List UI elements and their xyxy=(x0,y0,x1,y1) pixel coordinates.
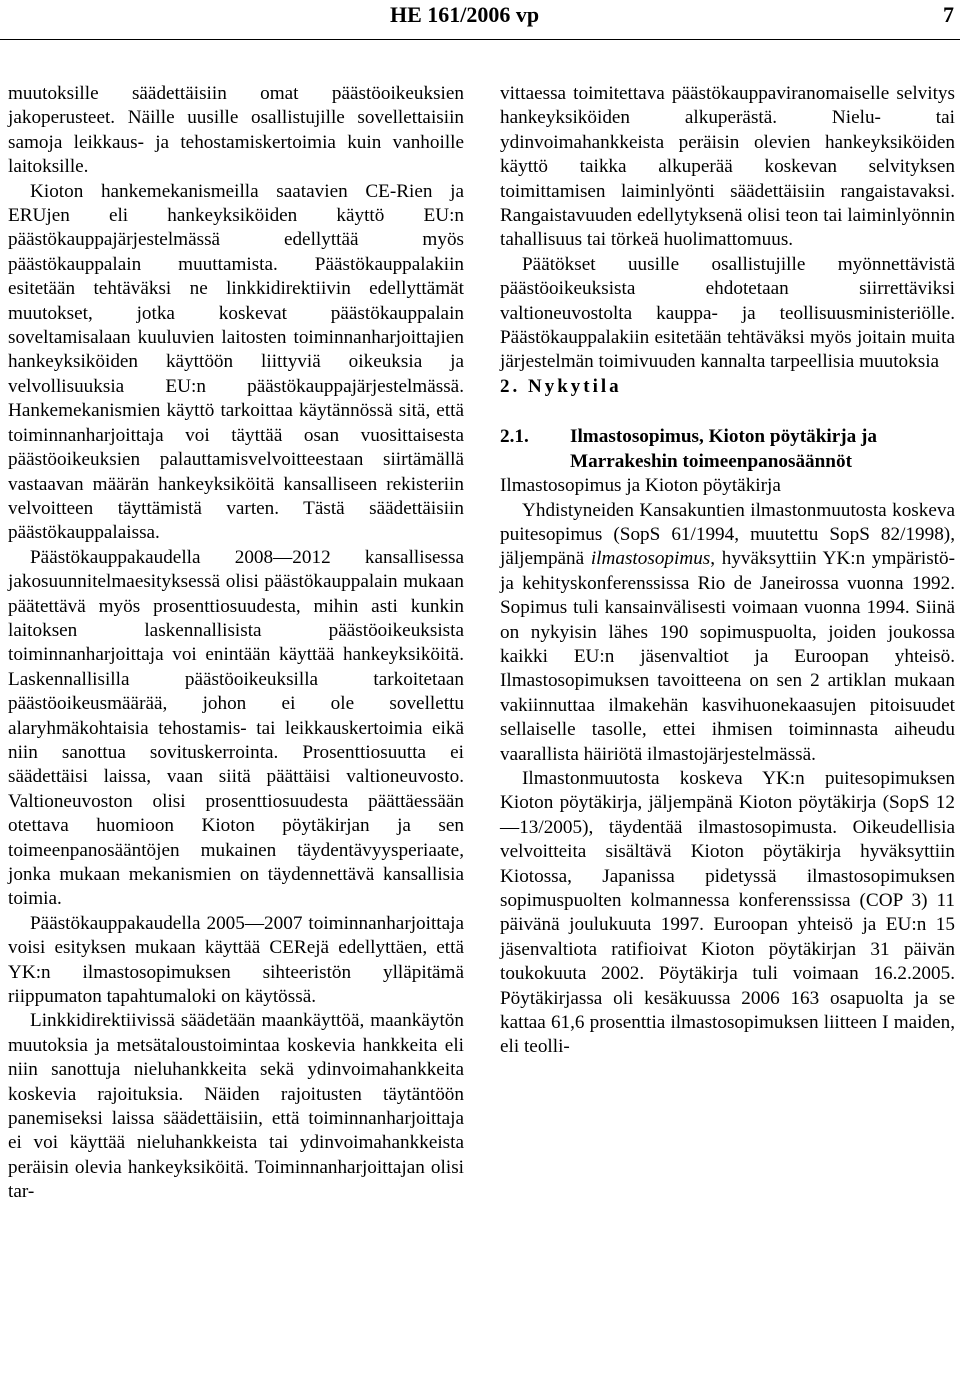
paragraph-text: Yhdistyneiden Kansakuntien ilmastonmuutosta koskeva puitesopimus (SopS 61/1994, muutettu SopS 82/1998), jäljempänä xyxy=(500,499,955,570)
subsection-heading xyxy=(500,425,955,474)
page-number: 7 xyxy=(943,2,954,27)
paragraph: vittaessa toimitettava päästökauppaviranomaiselle selvitys hankeyksiköiden alkuperästä. Nielu- tai ydinvoimahankkeista peräisin olevien hankeyksiköiden käyttö taikka alkuperää koskevan selvityksen toimittamisen laiminlyönti säädettäisiin rangaistavaksi. Rangaistavuuden edellytyksenä olisi teon tai laiminlyönnin tahallisuus tai törkeä huolimattomuus. xyxy=(500,83,955,251)
paragraph: Ilmastonmuutosta koskeva YK:n puitesopimuksen Kioton pöytäkirja, jäljempänä Kioton pöytäkirja (SopS 12—13/2005), täydentää ilmastosopimusta. Oikeudellisia velvoitteita sisältävä Kioton pöytäkirja hyväksyttiin Kiotossa, Japanissa pidetyssä ilmastosopimuksen sopimuspuolten kolmannessa konferenssissa (COP 3) 11 päivänä joulukuuta 1997. Euroopan yhteisö ja EU:n 15 jäsenvaltiota ratifioivat Kioton pöytäkirjan 31 päivän toukokuuta 2002. Pöytäkirja tuli voimaan 16.2.2005. Pöytäkirjassa oli kesäkuussa 2006 163 osapuolta ja se kattaa 61,6 prosenttia ilmastosopimuksen liitteen I maiden, eli teolli- xyxy=(500,767,955,1058)
paragraph: Kioton hankemekanismeilla saatavien CE-Rien ja ERUjen eli hankeyksiköiden käyttö EU:n päästökauppajärjestelmässä edellyttää myös päästökauppalain muuttamista. Päästökauppalakiin esitetään tehtäväksi ne linkkidirektiivin edellyttämät muutokset, jotka koskevat päästökauppalain soveltamisalaan kuuluvien laitosten toiminnanharjoittajien hankeyksiköiden käyttöön liittyviä oikeuksia ja velvollisuuksia EU:n päästökauppajärjestelmässä. Hankemekanismien käyttö tarkoittaa käytännössä sitä, että toiminnanharjoittaja voi täyttää osan vuosittaisesta päästöoikeuksien palauttamisvelvoitteestaan siirtämällä vastaavan määrän hankeyksiköitä kansalliseen rekisteriin velvoitteen täyttämistä varten. Tästä säädettäisiin päästökauppalaissa. xyxy=(8,180,464,544)
subsection-number: 2.1. xyxy=(500,426,529,448)
page-header xyxy=(0,0,960,40)
paragraph: Päästökauppakaudella 2005—2007 toiminnanharjoittaja voisi esityksen mukaan käyttää CERejä edellyttäen, että YK:n ilmastosopimuksen sihteeristön ylläpitämä riippumaton tapahtumaloki on käytössä. xyxy=(8,912,464,1008)
paragraph-text: , hyväksyttiin YK:n ympäristö- ja kehityskonferenssissa Rio de Janeirossa vuonna 1992. Sopimus tuli kansainvälisesti voimaan vuonna 1994. Siinä on nykyisin lähes 190 sopimuspuolta, joiden joukossa kaikki EU:n jäsenvaltiot ja Euroopan yhteisö. Ilmastosopimuksen tavoitteena on sen 2 artiklan mukaan vakiinnuttaa ilmakehän kasvihuonekaasujen pitoisuudet sellaiselle tasolle, ettei ihmisen toiminnasta aiheudu vaarallista häiriötä ilmastojärjestelmässä. xyxy=(500,548,955,765)
paragraph: muutoksille säädettäisiin omat päästöoikeuksien jakoperusteet. Näille uusille osallistujille sovellettaisiin samoja leikkaus- ja tehostamiskertoimia kuin vanhoille laitoksille. xyxy=(8,83,464,178)
paragraph: Päästökauppakaudella 2008—2012 kansallisessa jakosuunnitelmaesityksessä olisi päästökauppalain mukaan päätettävä myös prosenttiosuudesta, mihin asti kunkin laitoksen laskennallisista päästöoikeuksista toiminnanharjoittaja voi enintään käyttää hankeyksiköitä. Laskennallisilla päästöoikeuksilla tarkoitetaan päästöoikeusmäärää, johon ei ole sovellettu alaryhmäkohtaisia tehostamis- tai leikkauskertoimia eikä niin sanottua sovituskerrointa. Prosenttiosuutta ei säädettäisi laissa, vaan siitä päättäisi valtioneuvosto. Valtioneuvoston olisi prosenttiosuudesta päättäessään otettava huomioon Kioton pöytäkirjan ja sen toimeenpanosääntöjen mukainen täydentävyysperiaate, jonka mukaan mekanismien on täydennettävä kansallisia toimia. xyxy=(8,546,464,910)
paragraph: Linkkidirektiivissä säädetään maankäyttöä, maankäytön muutoksia ja metsätaloustoimintaa koskevia hankkeita eli niin sanottuja nieluhankkeita sekä ydinvoimahankkeita koskevia rajoituksia. Näiden rajoitusten täytäntöön panemiseksi laissa säädettäisiin, että toiminnanharjoittaja ei voi käyttää nieluhankkeista tai ydinvoimahankkeista peräisin olevia hankeyksiköitä. Toiminnanharjoittajan olisi tar- xyxy=(8,1010,464,1203)
italic-term: ilmastosopimus xyxy=(590,548,711,570)
header-rule xyxy=(0,39,960,40)
section-heading: 2. Nykytila xyxy=(500,375,622,397)
paragraph xyxy=(500,499,955,767)
document-title: HE 161/2006 vp xyxy=(390,2,540,27)
left-column xyxy=(8,82,464,1205)
subsection-title: Ilmastosopimus, Kioton pöytäkirja ja Marrakeshin toimeenpanosäännöt xyxy=(570,426,878,472)
right-column xyxy=(500,82,955,1060)
sub-subheading: Ilmastosopimus ja Kioton pöytäkirja xyxy=(500,475,781,497)
paragraph: Päätökset uusille osallistujille myönnettävistä päästöoikeuksista ehdotetaan siirrettäviksi valtioneuvostolta kauppa- ja teollisuusministeriölle. Päästökauppalakiin esitetään tehtäväksi myös joitain muita järjestelmän toimivuuden kannalta tarpeellisia muutoksia xyxy=(500,253,955,373)
